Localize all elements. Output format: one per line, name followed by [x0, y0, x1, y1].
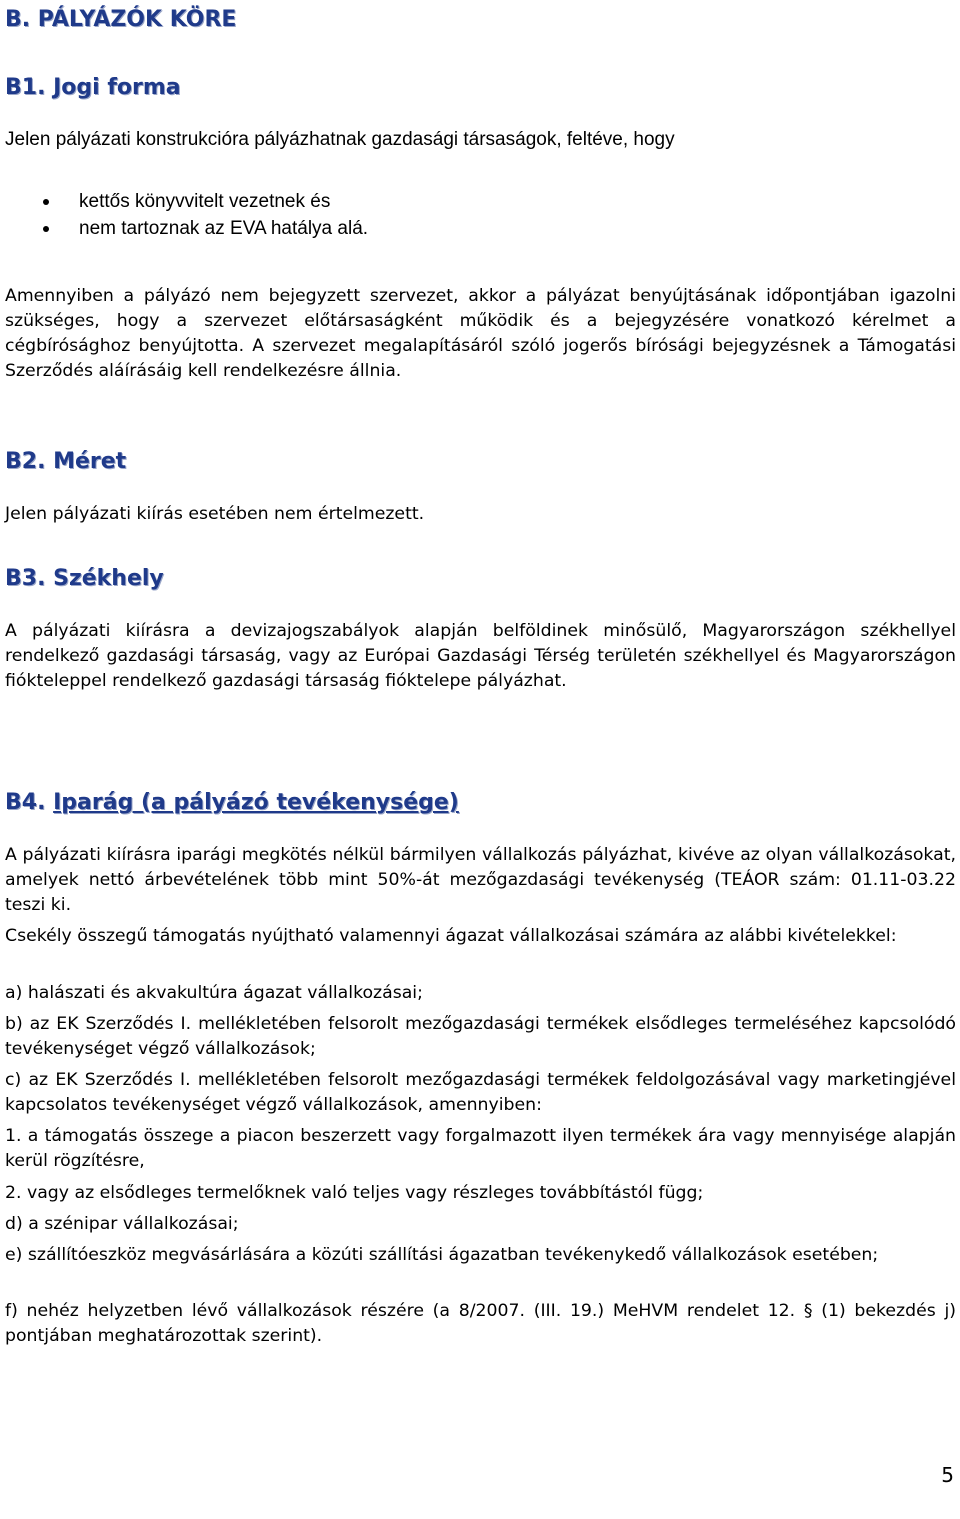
list-item: nem tartoznak az EVA hatálya alá.	[5, 215, 368, 242]
b4-paragraph-1: A pályázati kiírásra iparági megkötés nélkül bármilyen vállalkozás pályázhat, kivéve az olyan vállalkozásokat, amelyek nettó árbevételének több mint 50%-át mezőgazdasági tevékenység (TEÁOR szám: 01.11-03.22 teszi ki.	[5, 845, 956, 915]
b2-heading: B2. Méret	[5, 449, 127, 474]
b4-item-c2: 2. vagy az elsődleges termelőknek való teljes vagy részleges továbbítástól függ;	[5, 1183, 704, 1203]
b4-item-b: b) az EK Szerződés I. mellékletében felsorolt mezőgazdasági termékek elsődleges termeléséhez kapcsolódó tevékenységet végző vállalkozások;	[5, 1014, 956, 1059]
bullet-icon	[43, 199, 49, 205]
b3-paragraph: A pályázati kiírásra a devizajogszabályok alapján belföldinek minősülő, Magyarországon székhellyel rendelkező gazdasági társaság, vagy az Európai Gazdasági Térség területén székhellyel és Magyarországon fiókteleppel rendelkező gazdasági társaság fióktelepe pályázhat.	[5, 621, 956, 691]
b2-paragraph: Jelen pályázati kiírás esetében nem értelmezett.	[5, 504, 425, 524]
b4-item-d: d) a szénipar vállalkozásai;	[5, 1214, 239, 1234]
b4-heading: B4. Iparág (a pályázó tevékenysége)	[5, 790, 459, 815]
b4-item-e: e) szállítóeszköz megvásárlására a közúti szállítási ágazatban tevékenykedő vállalkozások esetében;	[5, 1245, 879, 1265]
b4-item-c: c) az EK Szerződés I. mellékletében felsorolt mezőgazdasági termékek feldolgozásával vagy marketingjével kapcsolatos tevékenységet végző vállalkozások, amennyiben:	[5, 1070, 956, 1115]
b3-heading: B3. Székhely	[5, 566, 164, 591]
bullet-icon	[43, 226, 49, 232]
b4-item-f: f) nehéz helyzetben lévő vállalkozások részére (a 8/2007. (III. 19.) MeHVM rendelet 12. § (1) bekezdés j) pontjában meghatározottak szerint).	[5, 1301, 956, 1346]
b1-heading: B1. Jogi forma	[5, 75, 181, 100]
b4-item-a: a) halászati és akvakultúra ágazat vállalkozásai;	[5, 983, 423, 1003]
b4-paragraph-2: Csekély összegű támogatás nyújtható valamennyi ágazat vállalkozásai számára az alábbi kivételekkel:	[5, 926, 897, 946]
b4-item-c1: 1. a támogatás összege a piacon beszerzett vagy forgalmazott ilyen termékek ára vagy mennyisége alapján kerül rögzítésre,	[5, 1126, 956, 1171]
b1-intro: Jelen pályázati konstrukcióra pályázhatnak gazdasági társaságok, feltéve, hogy	[5, 129, 675, 150]
section-title: B. PÁLYÁZÓK KÖRE	[5, 7, 237, 32]
list-item: kettős könyvvitelt vezetnek és	[5, 188, 368, 215]
b1-bullet-list	[5, 188, 368, 242]
b1-paragraph: Amennyiben a pályázó nem bejegyzett szervezet, akkor a pályázat benyújtásának időpontjában igazolni szükséges, hogy a szervezet előtársaságként működik és a bejegyzésére vonatkozó kérelmet a cégbírósághoz benyújtotta. A szervezet megalapításáról szóló jogerős bírósági bejegyzésnek a Támogatási Szerződés aláírásáig kell rendelkezésre állnia.	[5, 286, 956, 381]
page-number: 5	[941, 1463, 954, 1487]
